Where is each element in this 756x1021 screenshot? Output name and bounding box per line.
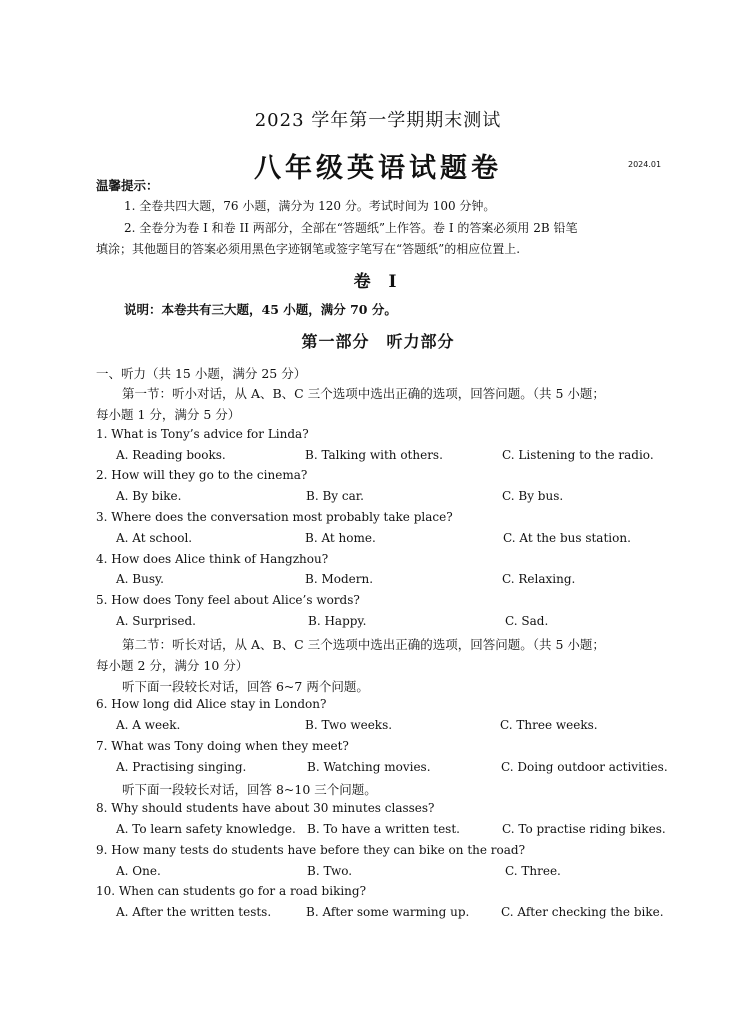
tip-item-1: 1. 全卷共四大题，76 小题，满分为 120 分。考试时间为 100 分钟。 [124,199,496,213]
question-4: 4. How does Alice think of Hangzhou? [96,552,329,566]
option-1c: C. Listening to the radio. [502,448,654,462]
option-2a: A. By bike. [116,489,182,503]
option-8c: C. To practise riding bikes. [502,822,666,836]
option-10a: A. After the written tests. [116,905,272,919]
instruction-q6-7: 听下面一段较长对话，回答 6~7 两个问题。 [122,679,369,694]
option-4a: A. Busy. [116,572,164,586]
listening-heading: 一、听力（共 15 小题，满分 25 分） [96,366,307,381]
option-2c: C. By bus. [502,489,564,503]
option-5b: B. Happy. [308,614,367,628]
section2-instruction: 第二节：听长对话，从 A、B、C 三个选项中选出正确的选项，回答问题。（共 5 小题； [122,637,605,652]
question-1: 1. What is Tony’s advice for Linda? [96,427,309,441]
option-3c: C. At the bus station. [503,531,631,545]
option-9c: C. Three. [505,864,561,878]
volume-title: 卷 I [353,272,403,292]
question-2: 2. How will they go to the cinema? [96,468,308,482]
option-6c: C. Three weeks. [500,718,598,732]
question-9: 9. How many tests do students have before they can bike on the road? [96,843,526,857]
option-5c: C. Sad. [505,614,549,628]
option-5a: A. Surprised. [116,614,196,628]
option-2b: B. By car. [306,489,364,503]
option-4c: C. Relaxing. [502,572,576,586]
option-7a: A. Practising singing. [116,760,247,774]
option-7c: C. Doing outdoor activities. [501,760,668,774]
option-6b: B. Two weeks. [305,718,393,732]
tip-item-2b: 填涂；其他题目的答案必须用黑色字迹钢笔或签字笔写在“答题纸”的相应位置上. [96,242,521,256]
question-3: 3. Where does the conversation most probably take place? [96,510,453,524]
option-3b: B. At home. [305,531,376,545]
option-3a: A. At school. [116,531,193,545]
question-5: 5. How does Tony feel about Alice’s words? [96,593,360,607]
question-7: 7. What was Tony doing when they meet? [96,739,349,753]
option-10b: B. After some warming up. [306,905,470,919]
section1-instruction-cont: 每小题 1 分，满分 5 分） [96,407,241,422]
option-4b: B. Modern. [305,572,374,586]
instruction-q8-10: 听下面一段较长对话，回答 8~10 三个问题。 [122,782,377,797]
option-6a: A. A week. [116,718,181,732]
question-6: 6. How long did Alice stay in London? [96,697,327,711]
option-8a: A. To learn safety knowledge. [116,822,296,836]
exam-date: 2024.01 [628,160,662,169]
option-1b: B. Talking with others. [305,448,443,462]
option-10c: C. After checking the bike. [501,905,664,919]
option-9a: A. One. [116,864,161,878]
page-title-line1: 2023 学年第一学期期末测试 [254,110,502,131]
tips-heading: 温馨提示： [96,178,159,193]
section1-instruction: 第一节：听小对话，从 A、B、C 三个选项中选出正确的选项，回答问题。（共 5 小题； [122,386,605,401]
option-1a: A. Reading books. [116,448,226,462]
volume-note: 说明：本卷共有三大题，45 小题，满分 70 分。 [124,302,397,317]
option-7b: B. Watching movies. [307,760,431,774]
tip-item-2a: 2. 全卷分为卷 I 和卷 II 两部分，全部在“答题纸”上作答。卷 I 的答案必须用 2B 铅笔 [124,221,578,235]
page-title-line2: 八年级英语试题卷 [254,153,502,184]
part1-title: 第一部分 听力部分 [301,332,455,351]
question-10: 10. When can students go for a road biking? [96,884,367,898]
option-9b: B. Two. [307,864,353,878]
question-8: 8. Why should students have about 30 minutes classes? [96,801,435,815]
section2-instruction-cont: 每小题 2 分，满分 10 分） [96,658,249,673]
option-8b: B. To have a written test. [307,822,460,836]
